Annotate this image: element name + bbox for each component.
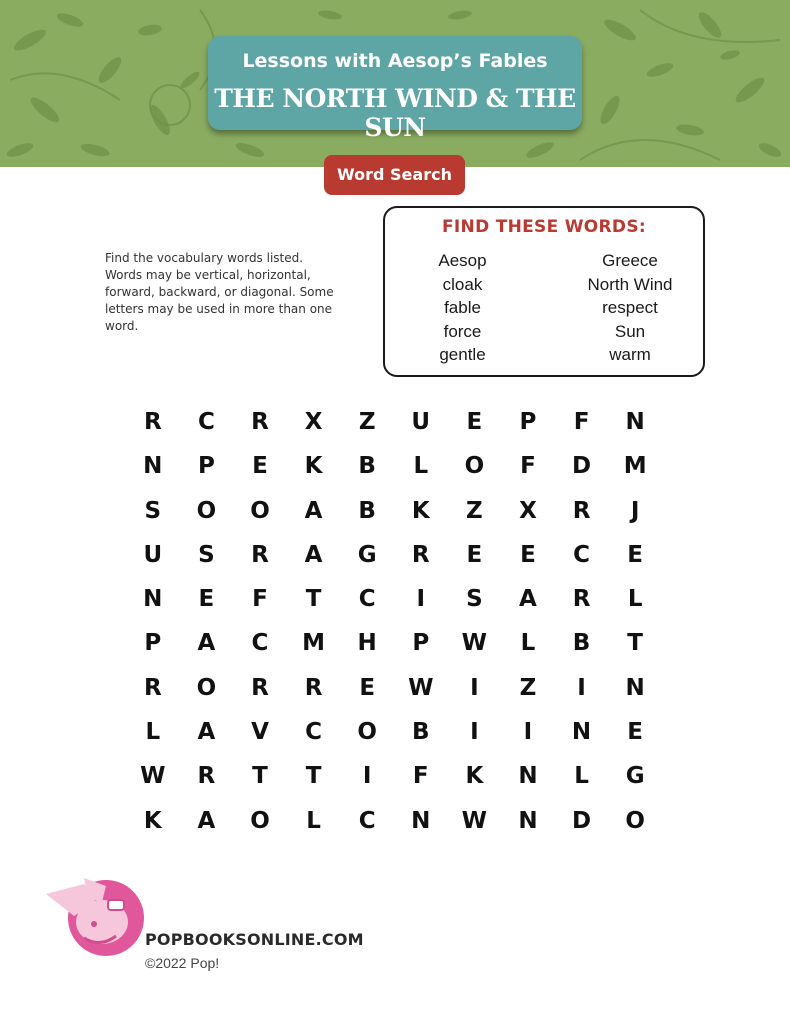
grid-letter[interactable]: W: [408, 674, 434, 701]
grid-letter[interactable]: P: [519, 409, 537, 435]
grid-letter[interactable]: W: [461, 807, 488, 834]
header-banner: [0, 0, 790, 167]
grid-letter[interactable]: M: [623, 453, 647, 480]
grid-letter[interactable]: N: [518, 763, 538, 790]
grid-letter[interactable]: R: [251, 674, 269, 701]
grid-letter[interactable]: O: [250, 807, 270, 834]
word-item: gentle: [439, 345, 486, 364]
grid-letter[interactable]: G: [625, 763, 645, 790]
grid-letter[interactable]: C: [251, 630, 269, 657]
grid-letter[interactable]: F: [412, 763, 429, 790]
series-subtitle: Lessons with Aesop’s Fables: [242, 50, 548, 72]
grid-letter[interactable]: I: [523, 719, 533, 746]
grid-letter[interactable]: L: [627, 586, 643, 613]
grid-letter[interactable]: X: [519, 497, 537, 524]
grid-letter[interactable]: L: [413, 453, 429, 480]
grid-letter[interactable]: O: [625, 807, 645, 834]
word-list-left-column: [415, 249, 510, 367]
grid-letter[interactable]: K: [411, 497, 430, 524]
grid-letter[interactable]: T: [305, 586, 322, 613]
grid-letter[interactable]: Z: [519, 674, 537, 701]
grid-letter[interactable]: U: [411, 409, 431, 435]
grid-letter[interactable]: V: [251, 719, 269, 746]
grid-letter[interactable]: C: [573, 541, 590, 568]
grid-letter[interactable]: N: [518, 807, 538, 834]
word-item: Aesop: [438, 251, 487, 270]
grid-letter[interactable]: N: [411, 807, 431, 834]
grid-letter[interactable]: U: [143, 541, 163, 568]
word-item: North Wind: [587, 274, 673, 294]
grid-letter[interactable]: A: [197, 807, 216, 834]
word-item: warm: [609, 345, 651, 364]
pop-logo-icon: [44, 872, 144, 958]
grid-letter[interactable]: S: [198, 541, 215, 568]
grid-letter[interactable]: I: [416, 586, 426, 613]
grid-letter[interactable]: E: [627, 719, 643, 746]
grid-letter[interactable]: E: [252, 453, 268, 480]
grid-letter[interactable]: O: [196, 497, 217, 524]
word-list-heading: FIND THESE WORDS:: [442, 217, 646, 237]
grid-letter[interactable]: X: [304, 409, 323, 435]
grid-letter[interactable]: N: [625, 409, 645, 435]
title-card: [208, 36, 582, 142]
grid-letter[interactable]: P: [197, 453, 215, 480]
grid-letter[interactable]: T: [305, 763, 322, 790]
word-list-right-column: [565, 249, 695, 367]
grid-letter[interactable]: E: [198, 586, 215, 613]
instructions-text: Find the vocabulary words listed. Words may be vertical, horizontal, forward, backward, or diagonal. Some letters may be used in more than one word.: [105, 251, 334, 333]
grid-letter[interactable]: F: [252, 586, 268, 613]
grid-letter[interactable]: A: [304, 497, 323, 524]
grid-letter[interactable]: S: [144, 497, 162, 524]
grid-letter[interactable]: B: [358, 497, 376, 524]
grid-letter[interactable]: R: [572, 586, 591, 613]
grid-letter[interactable]: O: [196, 674, 217, 701]
grid-letter[interactable]: D: [572, 453, 592, 480]
grid-letter[interactable]: R: [251, 409, 269, 435]
grid-letter[interactable]: W: [461, 630, 488, 657]
grid-letter[interactable]: B: [358, 453, 376, 480]
grid-letter[interactable]: D: [572, 807, 592, 834]
word-item: force: [443, 321, 482, 341]
grid-letter[interactable]: K: [465, 763, 484, 790]
grid-letter[interactable]: R: [251, 541, 269, 568]
grid-letter[interactable]: O: [250, 497, 270, 524]
grid-letter[interactable]: E: [520, 541, 536, 568]
page-title: THE NORTH WIND & THE SUN: [214, 84, 576, 142]
grid-letter[interactable]: R: [411, 541, 430, 568]
grid-letter[interactable]: F: [573, 409, 590, 435]
grid-letter[interactable]: A: [197, 630, 216, 657]
grid-letter[interactable]: P: [144, 630, 162, 657]
grid-letter[interactable]: N: [143, 453, 163, 480]
grid-letter[interactable]: R: [197, 763, 216, 790]
grid-letter[interactable]: J: [630, 497, 640, 524]
grid-letter[interactable]: A: [304, 541, 323, 568]
grid-letter[interactable]: L: [520, 630, 536, 657]
word-item: cloak: [442, 274, 483, 294]
grid-letter[interactable]: G: [357, 541, 377, 568]
grid-letter[interactable]: S: [466, 586, 483, 613]
grid-letter[interactable]: C: [358, 807, 376, 834]
grid-letter[interactable]: C: [305, 719, 323, 746]
grid-letter[interactable]: T: [627, 630, 643, 657]
grid-letter[interactable]: N: [625, 674, 645, 701]
grid-letter[interactable]: E: [466, 541, 483, 568]
grid-letter[interactable]: C: [358, 586, 376, 613]
copyright-text: ©2022 Pop!: [145, 955, 220, 971]
grid-letter[interactable]: E: [466, 409, 483, 435]
grid-letter[interactable]: A: [519, 586, 537, 613]
word-item: Sun: [614, 321, 646, 341]
grid-letter[interactable]: H: [357, 630, 377, 657]
grid-letter[interactable]: F: [520, 453, 536, 480]
grid-letter[interactable]: Z: [466, 497, 483, 524]
grid-letter[interactable]: W: [140, 763, 166, 790]
word-item: respect: [602, 298, 658, 317]
grid-letter[interactable]: B: [572, 630, 591, 657]
grid-letter[interactable]: I: [470, 719, 479, 746]
grid-letter[interactable]: Z: [358, 409, 376, 435]
grid-letter[interactable]: O: [464, 453, 485, 480]
grid-letter[interactable]: E: [627, 541, 643, 568]
grid-letter[interactable]: I: [577, 674, 586, 701]
grid-letter[interactable]: R: [304, 674, 323, 701]
grid-letter[interactable]: R: [572, 497, 591, 524]
grid-letter[interactable]: L: [145, 719, 161, 746]
grid-letter[interactable]: P: [412, 630, 430, 657]
website-link[interactable]: POPBOOKSONLINE.COM: [145, 930, 364, 949]
grid-letter[interactable]: L: [306, 807, 321, 834]
grid-letter[interactable]: I: [362, 763, 372, 790]
word-item: fable: [444, 298, 481, 317]
grid-letter[interactable]: C: [197, 409, 215, 435]
grid-letter[interactable]: E: [359, 674, 376, 701]
grid-letter[interactable]: R: [143, 409, 162, 435]
word-search-tag: Word Search: [324, 155, 465, 195]
word-list-box: [383, 206, 705, 377]
grid-letter[interactable]: I: [470, 674, 479, 701]
grid-letter[interactable]: R: [143, 674, 162, 701]
grid-letter[interactable]: L: [574, 763, 589, 790]
grid-letter[interactable]: K: [304, 453, 323, 480]
grid-letter[interactable]: B: [412, 719, 430, 746]
grid-letter[interactable]: N: [143, 586, 163, 613]
grid-letter[interactable]: N: [571, 719, 592, 746]
letter-grid: [126, 400, 662, 843]
grid-letter[interactable]: O: [357, 719, 377, 746]
grid-letter[interactable]: M: [302, 630, 326, 657]
grid-letter[interactable]: A: [197, 719, 216, 746]
grid-letter[interactable]: T: [252, 763, 268, 790]
grid-letter[interactable]: K: [143, 807, 162, 834]
word-item: Greece: [602, 251, 658, 270]
